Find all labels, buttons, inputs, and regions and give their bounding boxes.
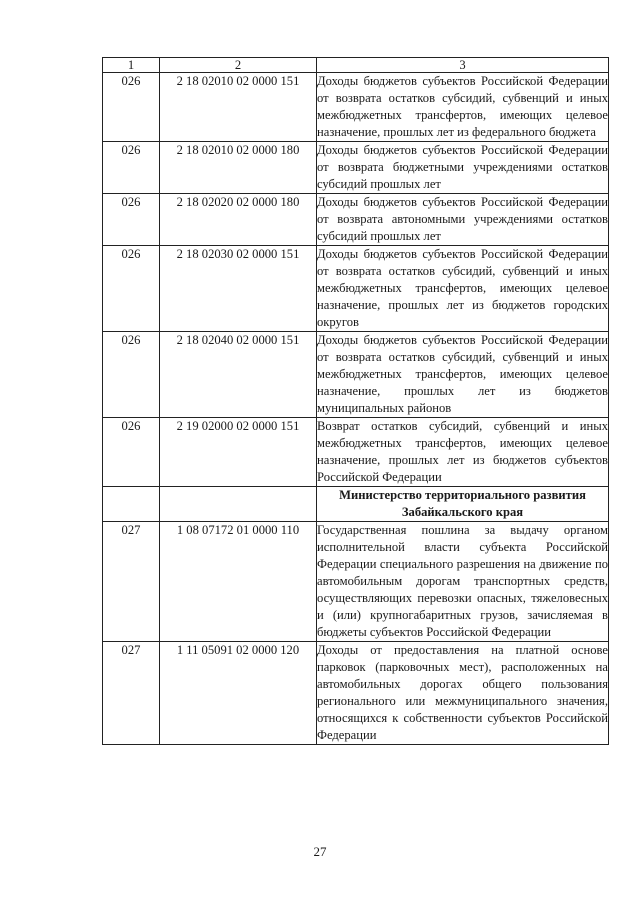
admin-code-cell: 027 <box>103 642 160 745</box>
budget-code-cell <box>160 487 317 522</box>
table-row <box>103 332 609 418</box>
description-cell: Доходы от предоставления на платной основе парковок (парковочных мест), расположенных на автомобильных дорогах общего пользования регионального или межмуниципального значения, относящихся к собственности субъектов Российской Федерации <box>317 642 609 745</box>
description-cell: Доходы бюджетов субъектов Российской Федерации от возврата остатков субсидий, субвенций и иных межбюджетных трансфертов, имеющих целевое назначение, прошлых лет из бюджетов муниципальных районов <box>317 332 609 418</box>
admin-code-cell: 026 <box>103 418 160 487</box>
description-cell: Доходы бюджетов субъектов Российской Федерации от возврата автономными учреждениями остатков субсидий прошлых лет <box>317 194 609 246</box>
description-cell: Возврат остатков субсидий, субвенций и иных межбюджетных трансфертов, имеющих целевое назначение, прошлых лет из бюджетов субъектов Российской Федерации <box>317 418 609 487</box>
column-header: 3 <box>317 58 609 73</box>
page-number: 27 <box>313 844 327 859</box>
budget-code-cell: 1 08 07172 01 0000 110 <box>160 522 317 642</box>
admin-code-cell: 026 <box>103 332 160 418</box>
admin-code-cell: 026 <box>103 246 160 332</box>
table-row <box>103 194 609 246</box>
table-row <box>103 73 609 142</box>
budget-code-cell: 2 18 02040 02 0000 151 <box>160 332 317 418</box>
column-header: 2 <box>160 58 317 73</box>
budget-code-cell: 1 11 05091 02 0000 120 <box>160 642 317 745</box>
table-row <box>103 522 609 642</box>
description-cell: Доходы бюджетов субъектов Российской Федерации от возврата бюджетными учреждениями остатков субсидий прошлых лет <box>317 142 609 194</box>
description-cell: Доходы бюджетов субъектов Российской Федерации от возврата остатков субсидий, субвенций и иных межбюджетных трансфертов, имеющих целевое назначение, прошлых лет из бюджетов городских округов <box>317 246 609 332</box>
table-section-row <box>103 487 609 522</box>
ministry-heading: Министерство территориального развития Забайкальского края <box>317 487 609 522</box>
description-cell: Государственная пошлина за выдачу органом исполнительной власти субъекта Российской Федерации специального разрешения на движение по автомобильным дорогам транспортных средств, осуществляющих перевозки опасных, тяжеловесных и (или) крупногабаритных грузов, зачисляемая в бюджеты субъектов Российской Федерации <box>317 522 609 642</box>
table-row <box>103 246 609 332</box>
budget-code-cell: 2 18 02030 02 0000 151 <box>160 246 317 332</box>
admin-code-cell: 026 <box>103 73 160 142</box>
column-header: 1 <box>103 58 160 73</box>
table-row <box>103 642 609 745</box>
admin-code-cell <box>103 487 160 522</box>
table-row <box>103 142 609 194</box>
table-row <box>103 418 609 487</box>
budget-code-cell: 2 18 02020 02 0000 180 <box>160 194 317 246</box>
budget-code-cell: 2 18 02010 02 0000 151 <box>160 73 317 142</box>
admin-code-cell: 026 <box>103 194 160 246</box>
budget-code-cell: 2 19 02000 02 0000 151 <box>160 418 317 487</box>
admin-code-cell: 027 <box>103 522 160 642</box>
revenue-codes-table <box>102 57 609 745</box>
table-header-row <box>103 58 609 73</box>
description-cell: Доходы бюджетов субъектов Российской Федерации от возврата остатков субсидий, субвенций и иных межбюджетных трансфертов, имеющих целевое назначение, прошлых лет из федерального бюджета <box>317 73 609 142</box>
admin-code-cell: 026 <box>103 142 160 194</box>
budget-code-cell: 2 18 02010 02 0000 180 <box>160 142 317 194</box>
